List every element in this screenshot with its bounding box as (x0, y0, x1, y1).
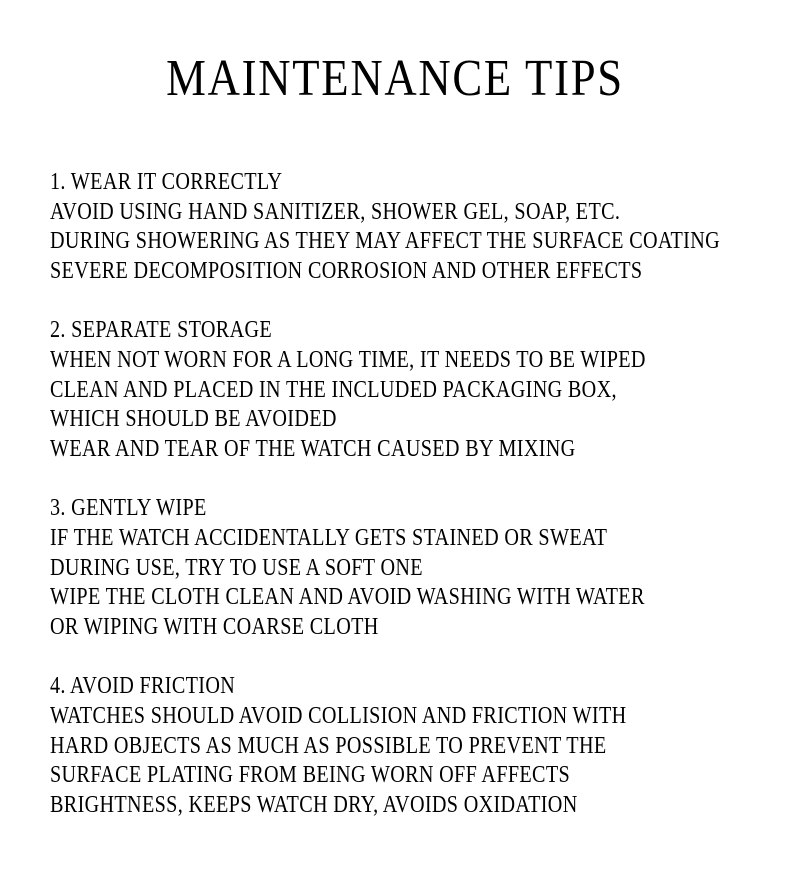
tip-line: DURING USE, TRY TO USE A SOFT ONE (50, 554, 423, 581)
page-title: MAINTENANCE TIPS (166, 50, 624, 107)
tip-section-gently-wipe (50, 494, 770, 642)
tip-line: CLEAN AND PLACED IN THE INCLUDED PACKAGING BOX, (50, 376, 617, 403)
tip-section-avoid-friction (50, 672, 770, 820)
tip-line: OR WIPING WITH COARSE CLOTH (50, 613, 379, 640)
tip-heading: 1. WEAR IT CORRECTLY (50, 169, 283, 195)
tip-section-separate-storage (50, 316, 770, 464)
tip-line: WHEN NOT WORN FOR A LONG TIME, IT NEEDS TO BE WIPED (50, 346, 646, 373)
tip-line: SURFACE PLATING FROM BEING WORN OFF AFFECTS (50, 762, 571, 789)
tip-line: SEVERE DECOMPOSITION CORROSION AND OTHER EFFECTS (50, 257, 643, 284)
tip-line: HARD OBJECTS AS MUCH AS POSSIBLE TO PREVENT THE (50, 732, 607, 759)
tip-line: WHICH SHOULD BE AVOIDED (50, 406, 337, 433)
tip-line: DURING SHOWERING AS THEY MAY AFFECT THE SURFACE COATING (50, 228, 721, 255)
tip-heading: 2. SEPARATE STORAGE (50, 317, 273, 344)
tip-line: WEAR AND TEAR OF THE WATCH CAUSED BY MIXING (50, 435, 576, 462)
tips-list (50, 168, 770, 850)
tip-heading: 3. GENTLY WIPE (50, 495, 207, 522)
tip-line: WIPE THE CLOTH CLEAN AND AVOID WASHING WITH WATER (50, 584, 645, 611)
tip-line: WATCHES SHOULD AVOID COLLISION AND FRICTION WITH (50, 702, 627, 729)
tip-line: IF THE WATCH ACCIDENTALLY GETS STAINED OR SWEAT (50, 524, 608, 551)
tip-section-wear-correctly (50, 168, 770, 286)
tip-line: AVOID USING HAND SANITIZER, SHOWER GEL, SOAP, ETC. (50, 198, 621, 225)
tip-line: BRIGHTNESS, KEEPS WATCH DRY, AVOIDS OXIDATION (50, 791, 578, 818)
tip-heading: 4. AVOID FRICTION (50, 673, 236, 700)
